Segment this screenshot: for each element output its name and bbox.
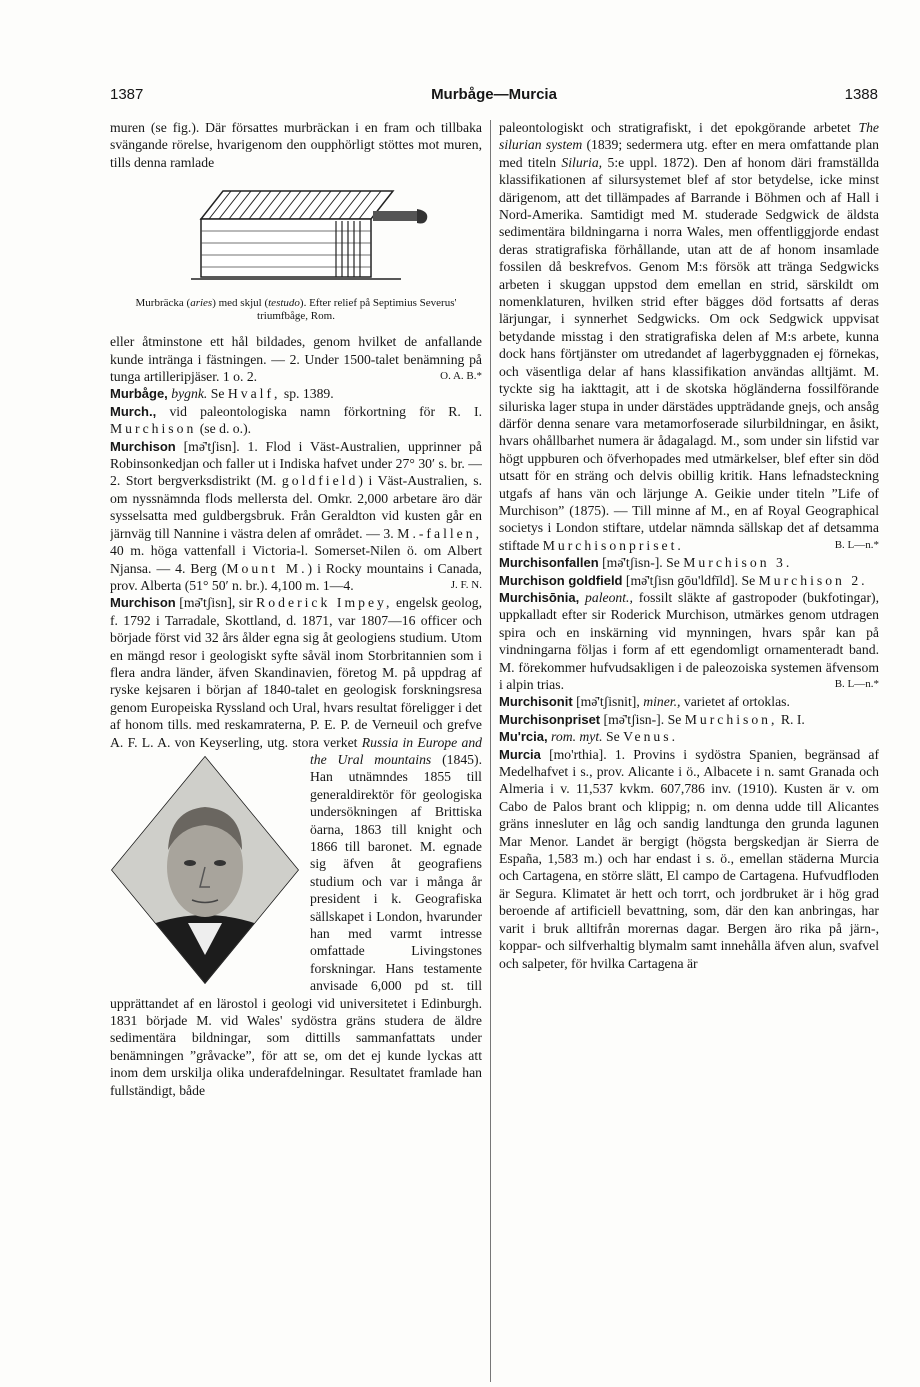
portrait-image: [110, 755, 300, 985]
battering-ram-figure: [161, 181, 431, 291]
author-signature: B. L—n.*: [834, 678, 879, 690]
page-number-right: 1388: [844, 86, 878, 103]
author-signature: J. F. N.: [450, 578, 482, 591]
author-signature: B. L—n.*: [834, 538, 879, 551]
intro-text: muren (se fig.). Där försattes murbräckan i en fram och tillbaka svängande rörelse, hvarigenom den oupphörligt stöttes mot muren, tills denna ramlade: [110, 120, 482, 170]
headword: Murchisonit: [499, 694, 573, 710]
headword: Murchisonpriset: [499, 711, 601, 727]
battering-ram-illustration: [161, 181, 431, 291]
entry-murchisonpriset: Murchisonpriset [mə̄'tʃisn-]. Se Murchison, R. I.: [499, 711, 805, 727]
left-column: [110, 119, 482, 1381]
entry-murbage: Murbåge, bygnk. Se Hvalf, sp. 1389.: [110, 386, 334, 402]
headword: Murchison: [110, 438, 176, 454]
column-divider: [490, 120, 491, 1382]
page-number-left: 1387: [110, 86, 144, 103]
figure-caption: Murbräcka (aries) med skjul (testudo). Efter relief på Septimius Severus' triumfbåge, Rom.: [135, 297, 457, 323]
murbracka-continuation: eller åtminstone ett hål bildades, genom hvilket de anfallande kunde intränga i fästningen. — 2. Under 1500-talet benämning på tunga artilleripjäser. 1 o. 2. O. A. B.*: [110, 334, 482, 385]
headword: Murchisonfallen: [499, 555, 599, 571]
page-header: [110, 86, 878, 108]
entry-murchisonit: Murchisonit [mə̄'tʃisnit], miner., varietet af ortoklas.: [499, 694, 790, 710]
running-title: Murbåge—Murcia: [431, 86, 557, 103]
author-signature: O. A. B.*: [440, 370, 482, 383]
entry-murch: Murch., vid paleontologiska namn förkortning för R. I. Murchison (se d. o.).: [110, 403, 482, 437]
entry-murcia-myth: Mu'rcia, rom. myt. Se Venus.: [499, 729, 679, 745]
entry-murchison-person: Murchison [mə̄'tʃisn], sir Roderick Impey, engelsk geolog, f. 1792 i Tarradale, Skottland, d. 1871, var 1807—16 officer och började först vid 32 års ålder egna sig åt geologiens studium. Utom en mängd resor i geologiskt syfte såväl inom Storbritannien som i flera andra länder, äfven Skandinavien, företog M. på uppdrag af ryske kejsaren i början af 1840-talet en geologisk forskningsresa genom Europeiska Ryssland och Ural, hvars resultat föreligger i det af honom tills. med reskamraterna, P. E. P. de Verneuil och grefve A. F. L. A. von Keyserling, utg. stora verket Russia in Europe and the Ural mountains (1845). Han utnämndes 1855 till generaldirektör för geologiska undersökningen af Brittiska öarna, 1863 till knight och 1866 till baronet. M. egnade sig äfven åt geografiens studium och var i många år president i k. Geografiska sällskapet i London, hvarunder han med varmt intresse omfattade Livingstones forskningar. Hans testamente anvisade 6,000 pd st. till upprättandet af en lärostol i geologi vid universitetet i Edinburgh. 1831 började M. vid Wales' sydöstra gräns studera de äldre sedimentära bildningar, som dittills sammanfattats under benämningen ”gråvacke”, för att se, om det ej kunde lyckas att inom dem urskilja olika underafdelningar. Resultatet framlade han fullständigt, både: [110, 595, 482, 1098]
entry-murchison-place: Murchison [mə̄'tʃisn]. 1. Flod i Väst-Australien, upprinner på Robinsonkedjan och faller ut i Indiska hafvet under 27° 30′ s. br. — 2. Stort bergverksdistrikt (M. goldfield) i Väst-Australien, s. om nyssnämnda flods mellersta del. Omkr. 2,000 arbetare äro där sysselsatta med guldbergsbruk. Från Geraldton vid kusten går en järnväg till Nannine i västra delen af området. — 3. M.-fallen, 40 m. höga vattenfall i Victoria-l. Somerset-Nilen ö. om Albert Njansa. — 4. Berg (Mount M.) i Rocky mountains i Canada, prov. Alberta (51° 50′ n. br.). 4,100 m. 1—4. J. F. N.: [110, 438, 482, 593]
murchison-portrait: [110, 755, 300, 985]
entry-murchison-goldfield: Murchison goldfield [mə̄'tʃisn gōu'ldfīld]. Se Murchison 2.: [499, 572, 868, 588]
headword: Murchison: [110, 595, 176, 611]
headword: Murcia: [499, 746, 541, 762]
headword: Murchison goldfield: [499, 572, 623, 588]
headword: Mu'rcia,: [499, 729, 548, 745]
entry-murcia: Murcia [mo'rthia]. 1. Provins i sydöstra Spanien, begränsad af Medelhafvet i s., prov. Alicante i ö., Albacete i n. samt Granada och Almeria i v. 11,537 kvkm. 607,786 inv. (1910). Kusten är v. om Cabo de Palos brant och klippig; n. om denna udde till Alicantes gräns innesluter en låg och sandig landtunga den grunda lagunen Mar Menor. Landet är bergigt (högsta bergskedjan är Sierra de España, 1,583 m.) och har endast i s. ö., emellan städerna Murcia och Cartagena, en större slätt, El campo de Cartagena. Hufvudfloden är Segura. Klimatet är hett och torrt, och jordbruket är i hög grad beroende af artificiell bevattning, som, där den kan anbringas, har varit i bruk alltifrån morernas dagar. Bergen äro rika på järn-, koppar- och silfverhaltig blymalm samt innehålla äfven alun, svafvel och salpeter, för hvilka Cartagena är: [499, 746, 879, 971]
entry-murchisonfallen: Murchisonfallen [mə̄'tʃisn-]. Se Murchison 3.: [499, 555, 793, 571]
right-column: [499, 119, 879, 1381]
headword: Murchisōnia,: [499, 589, 580, 605]
entry-murchisonia: Murchisōnia, paleont., fossilt släkte af gastropoder (bukfotingar), uppkalladt efter sir Roderick Murchison, utmärkes genom utdragen spira och en inskärning vid mynningen, hvars spår kan på vindningarna följas i form af ett egendomligt ornamenteradt band. M. förekommer hufvudsakligen i de paleozoiska systemen äfvensom i alpin trias. B. L—n.*: [499, 589, 879, 692]
murchison-continuation: paleontologiskt och stratigrafiskt, i det epokgörande arbetet The silurian system (1839; sedermera utg. efter en mera omfattande plan med titeln Siluria, 5:e uppl. 1872). Den af honom däri framställda klassifikationen af silursystemet blef af stor betydelse, icke minst därigenom, att det tillämpades af Barrande i Böhmen och af Hall i Nord-Amerika. Samtidigt med M. studerade Sedgwick de äldsta sedimentära bildningarna i norra Wales, men offentliggjorde endast deras stratigrafiska förhållande, utan att de af honom insamlade fossilen då beskrefvos. Genom M:s försök att tränga Sedgwicks arbeten i skuggan uppstod dem emellan en strid, särskildt om nomenklaturen, hvilken strid efter bägges död fortsatts af deras lärjungar, i synnerhet Sedgwicks. Om ock Sedgwick uppvisat betydande misstag i den stratigrafiska delen af M:s arbete, kunna dock hans förtjänster om utredandet af lagerbyggnaden ej förnekas, och väsentliga delar af hans klassifikation användas alltjämt. M. tyckte sig ha iakttagit, att i de skotska högländerna fossilförande siluriska lager stupa in under därstädes uppträdande gnejs, och ansåg därför denna senare vara metamorfoserade silurbildningar, en åsikt, hvars ohållbarhet numera är ådagalagd. M., som under sin lifstid var högt uppburen och öfverhopades med utmärkelser, blef efter sin död utsatt för en sträng och delvis obillig kritik. Hans lefnadsteckning utgafs af hans vän och lärjunge A. Geikie under titeln ”Life of Murchison” (1875). — Till minne af M., en af Royal Geographical societys i London stiftare, utdelar nämnda sällskap det af detsamma stiftade Murchisonpriset. B. L—n.*: [499, 120, 879, 553]
headword: Murbåge,: [110, 386, 168, 402]
headword: Murch.,: [110, 403, 157, 419]
